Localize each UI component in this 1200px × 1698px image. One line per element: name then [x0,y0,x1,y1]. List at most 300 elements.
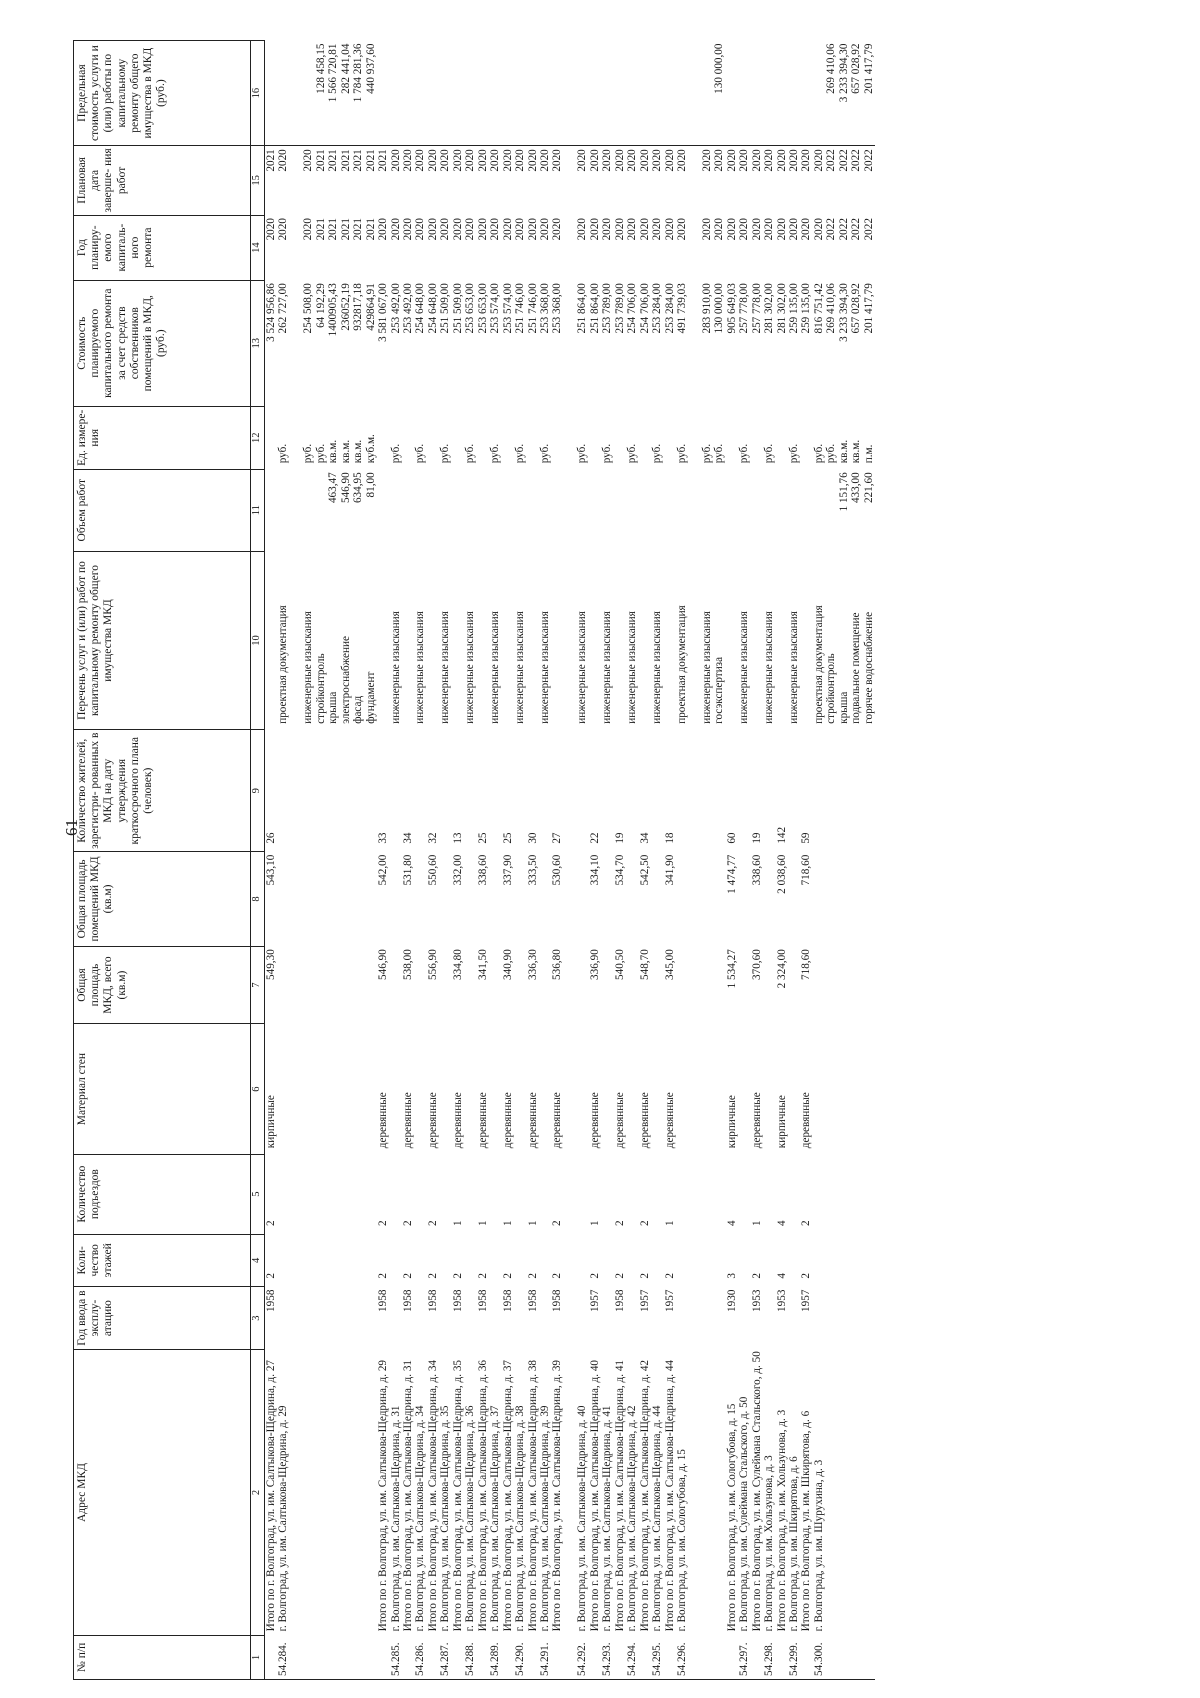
cell-col-16: 128 458,15 [314,43,327,94]
cell-col-8: 332,00 [451,854,464,886]
cell-col-11 [539,469,551,551]
cell-col-15: 2022 [825,146,837,215]
cell-col-1: 54.297. [738,1635,750,1679]
cell-col-13: 283 910,00 [700,283,713,334]
cell-col-12: руб. [825,443,838,464]
cell-col-6 [539,1024,551,1154]
cell-col-15: 2020 [738,146,750,215]
cell-col-12: руб. [464,443,477,464]
column-number-16: 16 [251,41,265,146]
table-total-row [551,41,563,1680]
cell-col-13: 1400905,43 [327,283,340,337]
cell-col-7: 718,60 [800,949,813,980]
cell-col-8 [626,852,638,947]
cell-col-4 [676,1234,688,1287]
cell-col-14: 2020 [750,218,763,241]
cell-col-12: руб. [576,443,589,464]
cell-col-2 [825,1350,837,1636]
cell-col-1 [688,1635,700,1679]
cell-col-14 [564,215,576,280]
cell-col-1: 54.291. [539,1635,551,1679]
cell-col-4 [514,1234,526,1287]
cell-col-7: 336,90 [588,949,601,980]
cell-col-14: 2020 [700,218,713,241]
cell-col-8: 337,90 [501,854,514,886]
cell-col-5 [539,1154,551,1234]
cell-col-2: г. Волгоград, ул. им. Салтыкова-Щедрина, д. 34 [414,1405,427,1632]
cell-col-7 [701,946,713,1024]
cell-col-5: 1 [451,1220,464,1227]
cell-col-12 [290,406,302,469]
cell-col-5 [825,1154,837,1234]
cell-col-7: 536,80 [551,949,564,980]
cell-col-14: 2020 [377,218,390,241]
cell-col-9: 19 [613,832,626,844]
cell-col-4: 2 [750,1272,763,1279]
cell-col-9 [352,730,364,852]
cell-col-8 [825,852,837,947]
cell-col-12: руб. [763,443,776,464]
cell-col-1: 54.292. [576,1635,588,1679]
cell-col-16 [377,41,389,146]
cell-col-11 [477,469,489,551]
cell-col-10 [427,551,439,730]
cell-col-2 [365,1350,377,1636]
cell-col-16 [439,41,451,146]
cell-col-6 [863,1024,875,1154]
table-row [601,41,613,1680]
cell-col-4 [838,1234,850,1287]
cell-col-1 [614,1635,626,1679]
cell-col-1: 54.286. [414,1635,426,1679]
cell-col-16 [265,41,278,146]
cell-col-7: 1 534,27 [725,949,738,989]
cell-col-10 [452,551,464,730]
cell-col-5: 2 [800,1220,813,1227]
cell-col-14: 2021 [314,218,327,241]
cell-col-11 [390,469,402,551]
cell-col-15: 2020 [763,146,775,215]
cell-col-13: 657 028,92 [850,283,863,334]
cell-col-10 [751,551,763,730]
cell-col-11 [639,469,651,551]
cell-col-2: г. Волгоград, ул. им. Салтыкова-Щедрина, д. 39 [538,1405,551,1632]
cell-col-15: 2020 [514,146,526,215]
cell-col-1: 54.284. [277,1635,289,1679]
cell-col-3 [825,1287,837,1350]
cell-col-3 [788,1287,800,1350]
cell-col-8 [688,852,700,947]
cell-col-3 [576,1287,588,1350]
table-row [302,41,314,1680]
table-row [713,41,725,1680]
cell-col-6 [352,1024,364,1154]
cell-col-2 [850,1350,862,1636]
cell-col-3: 1958 [476,1289,489,1312]
cell-col-13: 259 135,00 [800,283,813,334]
cell-col-7 [763,946,775,1024]
column-number-5: 5 [251,1154,265,1234]
cell-col-14: 2020 [725,218,738,241]
cell-col-12 [688,406,700,469]
cell-col-16: 657 028,92 [850,43,863,94]
cell-col-11 [763,469,775,551]
cell-col-16 [477,41,489,146]
cell-col-16 [614,41,626,146]
cell-col-7 [850,946,862,1024]
cell-col-16 [427,41,439,146]
cell-col-13: 253 284,00 [663,283,676,334]
cell-col-15: 2020 [402,146,414,215]
cell-col-11 [514,469,526,551]
cell-col-4: 2 [663,1272,676,1279]
cell-col-4 [688,1234,700,1287]
cell-col-4 [713,1234,725,1287]
cell-col-13: 3 581 067,00 [377,283,390,342]
cell-col-11 [402,469,414,551]
cell-col-13: 253 368,00 [538,283,551,334]
cell-col-6 [514,1024,526,1154]
cell-col-13: 253 574,00 [489,283,502,334]
cell-col-6 [489,1024,501,1154]
cell-col-7 [676,946,688,1024]
cell-col-8 [788,852,800,947]
cell-col-10 [614,551,626,730]
cell-col-5 [340,1154,352,1234]
cell-col-5 [701,1154,713,1234]
cell-col-14: 2020 [277,218,290,241]
cell-col-9: 25 [501,832,514,844]
column-header-7: Общая площадь МКД, всего (кв.м) [74,946,251,1024]
cell-col-5 [651,1154,663,1234]
cell-col-12: руб. [812,443,825,464]
cell-col-12: руб. [489,443,502,464]
cell-col-4 [352,1234,364,1287]
cell-col-7 [813,946,825,1024]
cell-col-13: 253 653,00 [464,283,477,334]
cell-col-8 [576,852,588,947]
column-number-2: 2 [251,1350,265,1636]
cell-col-3: 1953 [775,1289,788,1312]
cell-col-16 [639,41,651,146]
cell-col-1 [726,1635,738,1679]
cell-col-2: Итого по г. Волгоград, ул. им. Шкирятова, д. 6 [800,1410,813,1632]
cell-col-14: 2021 [364,218,377,241]
cell-col-13: 251 864,00 [588,283,601,334]
cell-col-16 [514,41,526,146]
cell-col-11 [564,469,576,551]
cell-col-2 [701,1350,713,1636]
table-total-row [265,41,278,1680]
column-number-12: 12 [251,406,265,469]
cell-col-16 [726,41,738,146]
table-total-row [477,41,489,1680]
cell-col-12 [751,406,763,469]
cell-col-1 [265,1635,278,1679]
table-total-row [527,41,539,1680]
cell-col-8: 534,70 [613,854,626,886]
table-row [390,41,402,1680]
cell-col-8: 530,60 [551,854,564,886]
cell-col-15: 2020 [464,146,476,215]
cell-col-2 [315,1350,327,1636]
cell-col-9 [302,730,314,852]
cell-col-15: 2020 [651,146,663,215]
cell-col-8: 341,90 [663,854,676,886]
cell-col-4 [825,1234,837,1287]
cell-col-6 [850,1024,862,1154]
cell-col-11 [825,469,837,551]
cell-col-10: крыша [327,691,340,724]
cell-col-15: 2020 [813,146,825,215]
cell-col-2: г. Волгоград, ул. им. Хользунова, д. 3 [763,1455,776,1632]
cell-col-10 [776,551,788,730]
cell-col-6 [302,1024,314,1154]
cell-col-10 [402,551,414,730]
cell-col-4 [763,1234,775,1287]
cell-col-9 [464,730,476,852]
cell-col-12 [589,406,601,469]
cell-col-11: 221,60 [862,472,875,504]
cell-col-7 [327,946,339,1024]
cell-col-8 [863,852,875,947]
cell-col-9: 26 [265,832,277,844]
cell-col-2: Итого по г. Волгоград, ул. им. Салтыкова-Щедрина, д. 42 [638,1359,651,1632]
column-number-8: 8 [251,852,265,947]
cell-col-10: проектная документация [812,605,825,724]
cell-col-2: г. Волгоград, ул. им. Салтыкова-Щедрина, д. 40 [576,1405,589,1632]
cell-col-6 [414,1024,426,1154]
cell-col-12: руб. [277,443,290,464]
cell-col-12 [614,406,626,469]
cell-col-4 [863,1234,875,1287]
cell-col-13: 257 778,00 [738,283,751,334]
capital-repair-table [73,40,875,1680]
cell-col-3 [863,1287,875,1350]
cell-col-1: 54.294. [626,1635,638,1679]
cell-col-6 [701,1024,713,1154]
cell-col-8 [365,852,377,947]
cell-col-6: деревянные [613,1092,626,1149]
cell-col-15: 2020 [676,146,688,215]
cell-col-14: 2020 [464,218,477,241]
cell-col-11: 433,00 [850,472,863,504]
cell-col-5 [439,1154,451,1234]
cell-col-11 [489,469,501,551]
cell-col-6 [340,1024,352,1154]
cell-col-7 [514,946,526,1024]
cell-col-8 [390,852,402,947]
cell-col-15: 2021 [352,146,364,215]
cell-col-16 [564,41,576,146]
cell-col-13: 254 648,00 [414,283,427,334]
cell-col-4 [439,1234,451,1287]
cell-col-4: 2 [526,1272,539,1279]
cell-col-5 [327,1154,339,1234]
cell-col-4 [850,1234,862,1287]
cell-col-16 [277,41,289,146]
table-body [265,41,876,1680]
cell-col-12 [265,406,278,469]
cell-col-13: 254 508,00 [302,283,315,334]
cell-col-10 [800,551,812,730]
cell-col-5: 4 [725,1220,738,1227]
cell-col-16 [651,41,663,146]
cell-col-5 [277,1154,289,1234]
cell-col-13: 253 574,00 [501,283,514,334]
cell-col-2: Итого по г. Волгоград, ул. им. Салтыкова-Щедрина, д. 39 [551,1359,564,1632]
cell-col-14: 2020 [775,218,788,241]
cell-col-15: 2021 [365,146,377,215]
cell-col-12 [527,406,539,469]
cell-col-3 [626,1287,638,1350]
cell-col-10: инженерные изыскания [651,611,664,724]
cell-col-8: 1 474,77 [725,854,738,894]
cell-col-10: фундамент [364,671,377,724]
cell-col-1 [327,1635,339,1679]
cell-col-5 [626,1154,638,1234]
table-row [850,41,862,1680]
cell-col-9 [651,730,663,852]
cell-col-10: инженерные изыскания [514,611,527,724]
cell-col-10: проектная документация [675,605,688,724]
cell-col-11 [290,469,302,551]
cell-col-16 [626,41,638,146]
cell-col-10: инженерные изыскания [626,611,639,724]
cell-col-6 [713,1024,725,1154]
cell-col-6: деревянные [588,1092,601,1149]
cell-col-14: 2020 [713,218,726,241]
cell-col-5: 2 [613,1220,626,1227]
cell-col-7: 538,00 [401,949,414,980]
cell-col-9: 142 [775,826,788,844]
table-row [576,41,588,1680]
cell-col-13: 429864,91 [364,283,377,331]
cell-col-10 [688,551,700,730]
cell-col-15: 2020 [800,146,812,215]
cell-col-5: 2 [265,1220,277,1227]
cell-col-13: 130 000,00 [713,283,726,334]
cell-col-14: 2020 [401,218,414,241]
cell-col-15: 2022 [838,146,850,215]
cell-col-12 [726,406,738,469]
cell-col-3 [489,1287,501,1350]
cell-col-15: 2020 [664,146,676,215]
capital-repair-table-sheet [73,40,1158,1680]
cell-col-13: 262 727,00 [277,283,290,334]
cell-col-1 [589,1635,601,1679]
cell-col-12: руб. [601,443,614,464]
cell-col-8 [327,852,339,947]
cell-col-1 [751,1635,763,1679]
cell-col-7: 334,80 [451,949,464,980]
cell-col-7 [489,946,501,1024]
cell-col-13: 253 284,00 [651,283,664,334]
cell-col-9 [788,730,800,852]
column-header-3: Год ввода в эксплу- атацию [74,1287,251,1350]
cell-col-1 [776,1635,788,1679]
cell-col-12 [402,406,414,469]
cell-col-8 [651,852,663,947]
cell-col-1: 54.296. [676,1635,688,1679]
cell-col-7: 2 324,00 [775,949,788,989]
cell-col-4 [327,1234,339,1287]
column-number-13: 13 [251,280,265,406]
cell-col-7 [390,946,402,1024]
cell-col-11 [614,469,626,551]
cell-col-16 [452,41,464,146]
cell-col-8 [713,852,725,947]
cell-col-8 [439,852,451,947]
cell-col-16 [576,41,588,146]
cell-col-1: 54.299. [788,1635,800,1679]
column-number-15: 15 [251,146,265,215]
cell-col-15: 2020 [539,146,551,215]
page-number: 61 [62,819,81,836]
cell-col-7 [302,946,314,1024]
cell-col-12: руб. [626,443,639,464]
cell-col-1: 54.295. [651,1635,663,1679]
cell-col-2 [340,1350,352,1636]
column-number-10: 10 [251,551,265,730]
cell-col-3: 1957 [663,1289,676,1312]
cell-col-16 [302,41,314,146]
cell-col-3 [340,1287,352,1350]
cell-col-4 [489,1234,501,1287]
cell-col-3: 1958 [551,1289,564,1312]
cell-col-1 [402,1635,414,1679]
cell-col-2 [290,1350,302,1636]
cell-col-14: 2020 [626,218,639,241]
table-total-row [776,41,788,1680]
cell-col-11 [800,469,812,551]
cell-col-12: руб. [302,443,315,464]
cell-col-2: Итого по г. Волгоград, ул. им. Салтыкова-Щедрина, д. 37 [501,1359,514,1632]
cell-col-12: кв.м. [352,439,365,464]
cell-col-6 [788,1024,800,1154]
table-total-row [614,41,626,1680]
cell-col-6 [439,1024,451,1154]
cell-col-2: г. Волгоград, ул. им. Салтыкова-Щедрина, д. 31 [389,1405,402,1632]
cell-col-14: 2020 [414,218,427,241]
cell-col-9: 25 [476,832,489,844]
cell-col-14: 2020 [613,218,626,241]
cell-col-3 [327,1287,339,1350]
cell-col-7 [414,946,426,1024]
cell-col-12 [502,406,514,469]
cell-col-6: кирпичные [725,1095,738,1149]
cell-col-16: 269 410,06 [825,43,838,94]
cell-col-13: 64 192,29 [314,283,327,328]
cell-col-3 [464,1287,476,1350]
cell-col-7 [564,946,576,1024]
cell-col-9 [489,730,501,852]
cell-col-11 [664,469,676,551]
cell-col-3: 1957 [800,1289,813,1312]
cell-col-5: 4 [775,1220,788,1227]
cell-col-8 [738,852,750,947]
cell-col-14: 2020 [588,218,601,241]
cell-col-10 [726,551,738,730]
cell-col-5 [601,1154,613,1234]
cell-col-16 [763,41,775,146]
cell-col-13: 251 509,00 [451,283,464,334]
cell-col-8: 338,60 [476,854,489,886]
cell-col-13: 932817,18 [352,283,365,331]
cell-col-3 [738,1287,750,1350]
cell-col-3 [277,1287,289,1350]
cell-col-8 [315,852,327,947]
